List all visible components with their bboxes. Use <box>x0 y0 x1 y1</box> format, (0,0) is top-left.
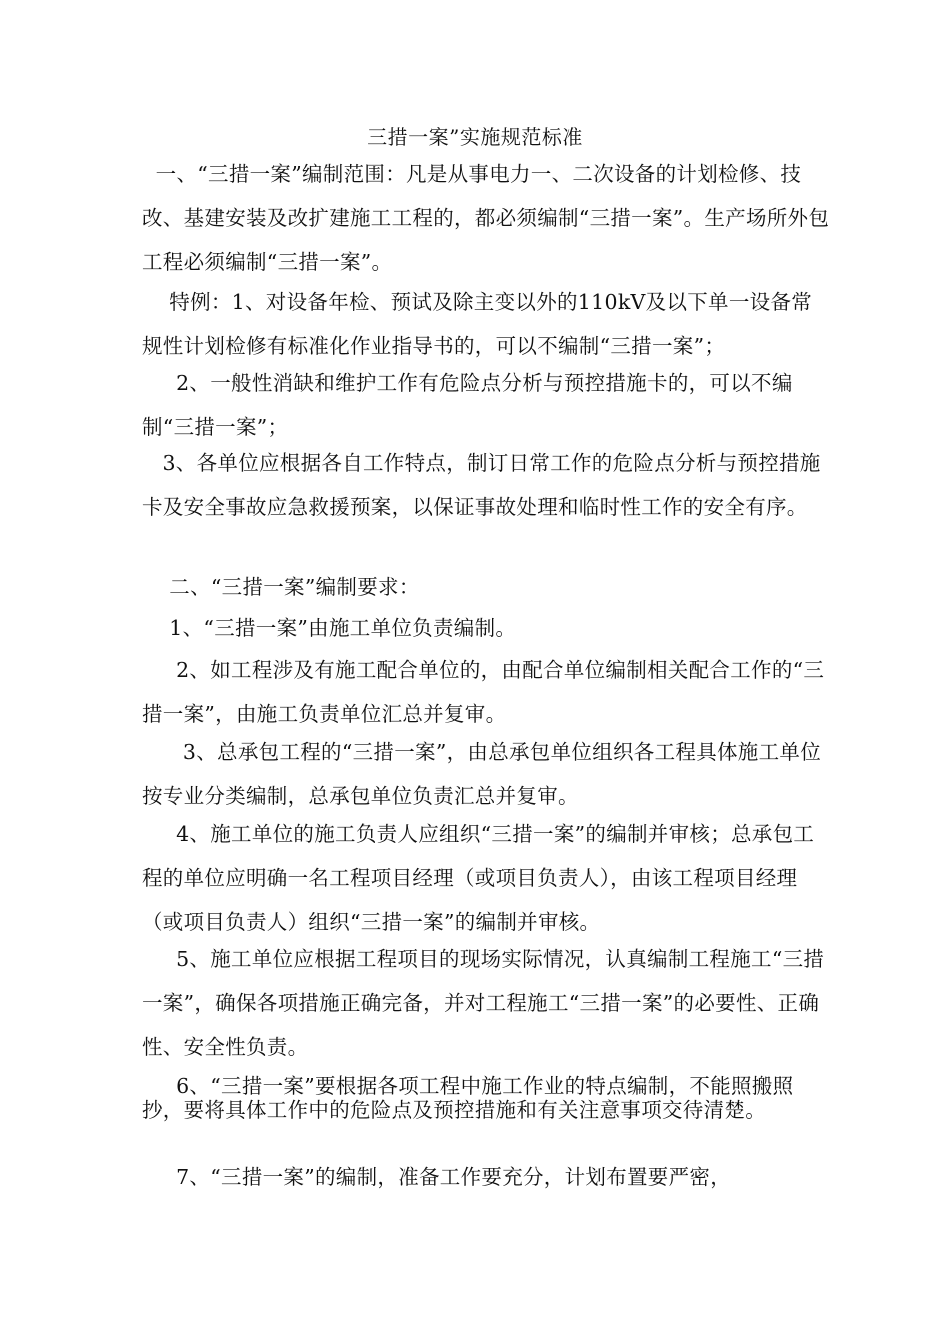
paragraph-exception-3: 3、各单位应根据各自工作特点，制订日常工作的危险点分析与预控措施卡及安全事故应急救援预案，以保证事故处理和临时性工作的安全有序。 <box>142 451 821 519</box>
paragraph-requirement-1: 1、“三措一案”由施工单位负责编制。 <box>169 616 517 640</box>
paragraph-scope: 一、“三措一案”编制范围：凡是从事电力一、二次设备的计划检修、技改、基建安装及改扩建施工工程的，都必须编制“三措一案”。生产场所外包工程必须编制“三措一案”。 <box>142 162 830 274</box>
paragraph-requirement-5: 5、施工单位应根据工程项目的现场实际情况，认真编制工程施工“三措一案”，确保各项措施正确完备，并对工程施工“三措一案”的必要性、正确性、安全性负责。 <box>142 947 825 1059</box>
paragraph-requirement-3: 3、总承包工程的“三措一案”，由总承包单位组织各工程具体施工单位按专业分类编制，总承包单位负责汇总并复审。 <box>142 740 822 808</box>
paragraph-requirement-2: 2、如工程涉及有施工配合单位的，由配合单位编制相关配合工作的“三措一案”，由施工负责单位汇总并复审。 <box>142 658 825 726</box>
document-title: 三措一案”实施规范标准 <box>367 125 583 149</box>
paragraph-exception-1: 特例：1、对设备年检、预试及除主变以外的110kV及以下单一设备常规性计划检修有标准化作业指导书的，可以不编制“三措一案”； <box>142 290 813 358</box>
paragraph-exception-2: 2、一般性消缺和维护工作有危险点分析与预控措施卡的，可以不编制“三措一案”； <box>142 371 793 439</box>
section-heading-requirements: 二、“三措一案”编制要求： <box>169 575 420 599</box>
paragraph-requirement-7: 7、“三措一案”的编制，准备工作要充分，计划布置要严密， <box>176 1165 731 1189</box>
paragraph-requirement-6: 6、“三措一案”要根据各项工程中施工作业的特点编制，不能照搬照抄，要将具体工作中的危险点及预控措施和有关注意事项交待清楚。 <box>142 1074 794 1122</box>
paragraph-requirement-4: 4、施工单位的施工负责人应组织“三措一案”的编制并审核；总承包工程的单位应明确一名工程项目经理（或项目负责人），由该工程项目经理（或项目负责人）组织“三措一案”的编制并审核。 <box>142 822 815 934</box>
